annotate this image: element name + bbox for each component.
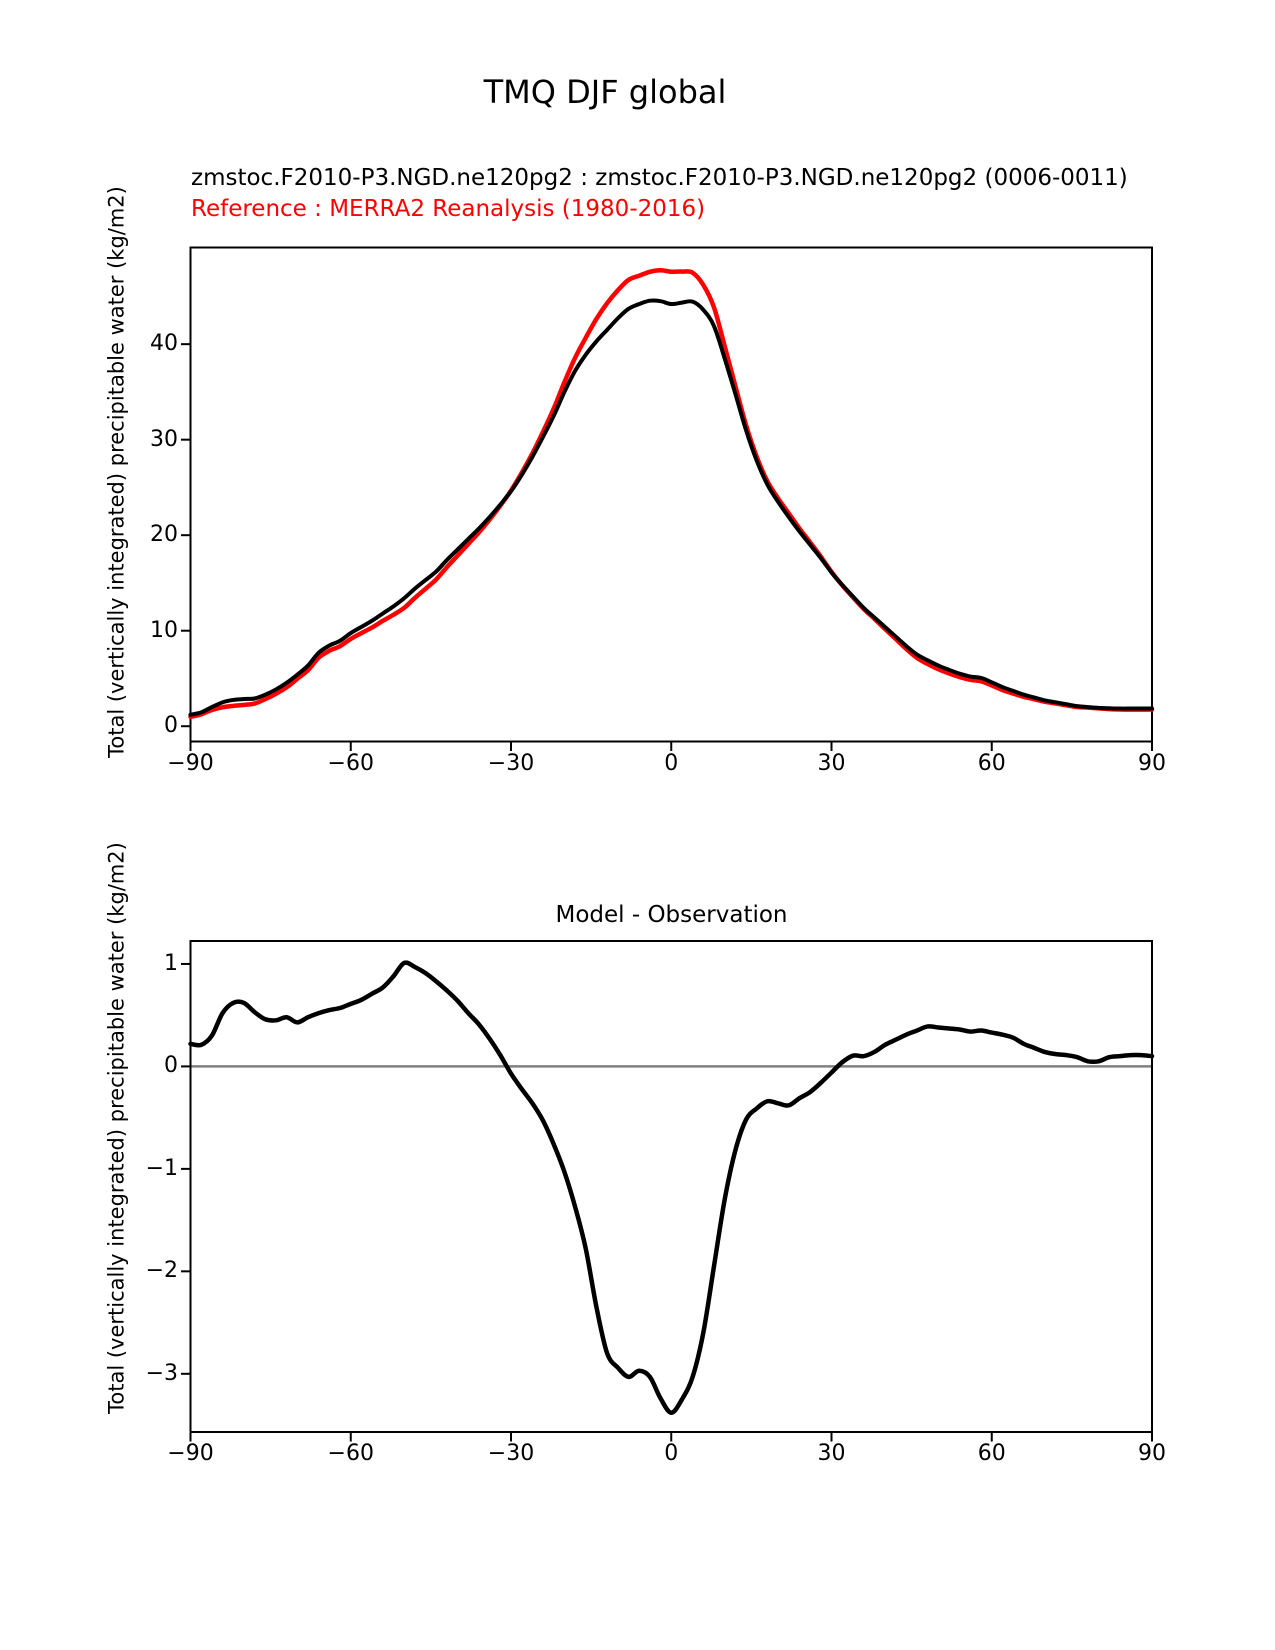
- y-tick-label: 0: [164, 713, 178, 739]
- bottom-plot-frame: [191, 941, 1153, 1432]
- x-tick-label: −60: [327, 751, 374, 776]
- x-tick-label: 30: [817, 1441, 846, 1466]
- figure-title: TMQ DJF global: [483, 73, 727, 111]
- y-tick-label: 0: [164, 1053, 178, 1079]
- bottom-plot-title: Model - Observation: [555, 902, 788, 928]
- x-tick-label: 0: [664, 1441, 679, 1466]
- top-plot-frame: [191, 248, 1153, 742]
- x-tick-label: −90: [167, 1441, 214, 1466]
- x-tick-label: 90: [1138, 751, 1166, 776]
- x-tick-label: −90: [167, 751, 214, 776]
- x-tick-label: −60: [327, 1441, 374, 1466]
- x-tick-label: −30: [487, 1441, 535, 1466]
- top-plot-ylabel: Total (vertically integrated) precipitable water (kg/m2): [104, 186, 129, 758]
- x-tick-label: 30: [817, 751, 846, 776]
- x-tick-label: 90: [1138, 1441, 1166, 1466]
- y-tick-label: −1: [145, 1155, 178, 1181]
- bottom-plot-ylabel: Total (vertically integrated) precipitable water (kg/m2): [104, 842, 129, 1414]
- x-tick-label: 60: [977, 751, 1006, 776]
- reference-curve: [191, 270, 1153, 717]
- y-tick-label: −3: [145, 1360, 178, 1386]
- y-tick-label: 30: [150, 426, 178, 452]
- y-tick-label: 20: [150, 522, 178, 548]
- top-plot-curves: [191, 270, 1153, 717]
- x-tick-label: 60: [977, 1441, 1006, 1466]
- y-tick-label: 1: [164, 950, 178, 976]
- bottom-plot-curves: [191, 963, 1153, 1413]
- legend-model-label: zmstoc.F2010-P3.NGD.ne120pg2 : zmstoc.F2010-P3.NGD.ne120pg2 (0006-0011): [191, 165, 1128, 191]
- model-curve: [191, 300, 1153, 714]
- x-tick-label: −30: [487, 751, 535, 776]
- x-tick-label: 0: [664, 751, 679, 776]
- y-tick-label: −2: [145, 1258, 178, 1284]
- y-tick-label: 40: [150, 331, 178, 357]
- legend-reference-label: Reference : MERRA2 Reanalysis (1980-2016): [191, 196, 706, 222]
- difference-curve: [191, 963, 1153, 1413]
- y-tick-label: 10: [150, 617, 178, 643]
